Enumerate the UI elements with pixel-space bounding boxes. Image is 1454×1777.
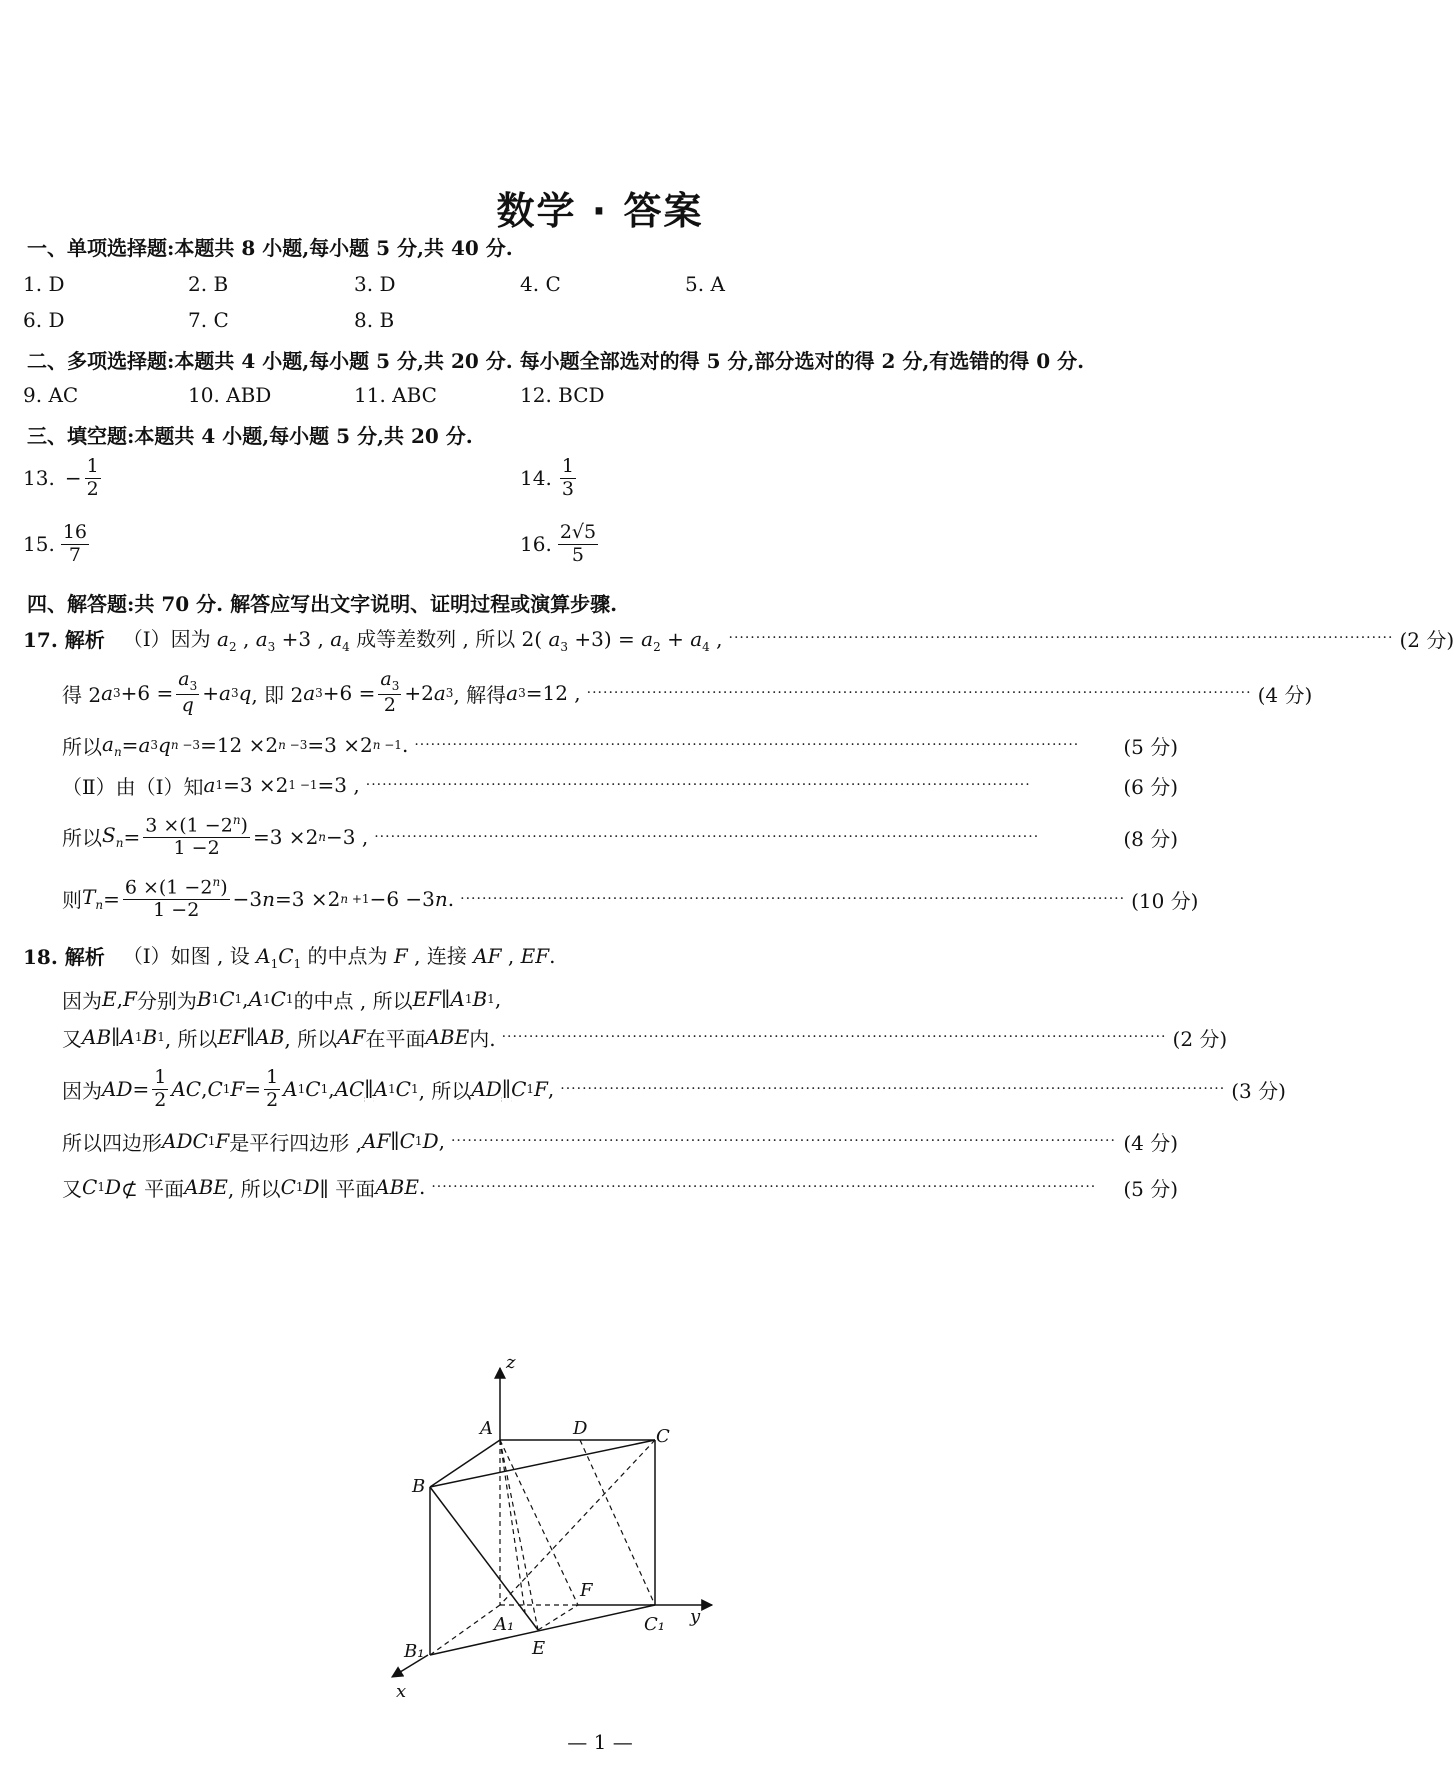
label-F: F [580,1580,593,1601]
q18-line-2: 因为 E , F 分别为 B 1 C 1 , A 1 C 1 的中点 , 所以 EF ∥ A 1 B 1 , [62,987,502,1013]
q18-score-1: (2 分) [1172,1026,1228,1051]
q17-line-5: 所以 $S_n$ = $\frac{3 \times(1 -2^n)}{1 -2}$ =3 ×2 n −3 , ·························································································································· (8 分) [62,812,1178,860]
q17-label: 17. 解析 [23,627,105,652]
label-A: A [480,1418,493,1439]
answer-15-fraction: $\frac{16}{7}$ [62,521,87,566]
answer-14-label: 14. [520,466,552,491]
q18-score-4: (5 分) [1123,1176,1178,1201]
q17-line-4: （Ⅱ）由（Ⅰ）知 a 1 =3 ×2 1 −1 =3 , ·························································································································· (6 分) [62,770,1178,800]
q17-score-4: (6 分) [1123,774,1178,799]
q17-line-2: 得 2 a 3 +6 = $\frac{a_3}{q}$ + a 3 q , 即 2 a 3 +6 = $\frac{a_3}{2}$ +2 a 3 , 解得 a 3 =12 , ·························································································································· (4 分) [62,668,1313,716]
answer-2: 2. B [188,272,229,296]
section-4-heading: 四、解答题:共 70 分. 解答应写出文字说明、证明过程或演算步骤. [27,592,618,616]
label-z: z [506,1352,516,1373]
section-2-heading: 二、多项选择题:本题共 4 小题,每小题 5 分,共 20 分. 每小题全部选对的得 5 分,部分选对的得 2 分,有选错的得 0 分. [27,349,1085,373]
label-y: y [690,1606,701,1627]
answer-10: 10. ABD [188,383,272,407]
q18-score-2: (3 分) [1231,1078,1286,1103]
q17-score-5: (8 分) [1123,826,1178,851]
q17-line-1: 17. 解析 （Ⅰ）因为 $a_2$ , $a_3 +3$ , $a_4$ 成等差数列 , 所以 2( $a_3 +3) = a_2 + a_4$ , ·························································································································· (2 分) [23,622,1178,654]
q18-line-6: 又 C 1 D ⊄ 平面 ABE , 所以 C 1 D ∥ 平面 ABE . ·························································································································· (5 分) [62,1172,1178,1202]
answer-16-fraction: $\frac{2√5}{5}$ [559,521,597,566]
answer-14 [520,456,579,501]
section-3-heading: 三、填空题:本题共 4 小题,每小题 5 分,共 20 分. [27,424,473,448]
q18-label: 18. 解析 [23,944,105,969]
q17-line-6: 则 $T_n$ = $\frac{6 \times(1 -2^n)}{1 -2}$ −3 n =3 ×2 n +1 −6 −3 n . ·························································································································· (10 分) [62,874,1199,922]
answer-12: 12. BCD [520,383,605,407]
answer-6: 6. D [23,308,65,332]
answer-5: 5. A [685,272,725,296]
q18-line-3: 又 AB ∥ A 1 B 1 , 所以 EF ∥ AB , 所以 AF 在平面 ABE 内. ·························································································································· (2 分) [62,1022,1178,1052]
q17-score-3: (5 分) [1123,734,1178,759]
answer-3: 3. D [354,272,396,296]
answer-16-label: 16. [520,532,552,557]
answer-13-sign: − [64,466,82,491]
section-1-heading: 一、单项选择题:本题共 8 小题,每小题 5 分,共 40 分. [27,236,513,260]
q17-score-6: (10 分) [1131,888,1199,913]
q17-score-1: (2 分) [1399,627,1454,652]
answer-4: 4. C [520,272,561,296]
answer-13-label: 13. [23,466,55,491]
prism-figure [396,1352,810,1717]
answer-8: 8. B [354,308,395,332]
label-C1: C₁ [644,1614,665,1635]
label-C: C [656,1426,670,1447]
label-E: E [532,1638,546,1659]
answer-11: 11. ABC [354,383,437,407]
label-D: D [573,1418,588,1439]
q18-line-4: 因为 AD = $\frac{1}{2}$ AC , C 1 F = $\frac{1}{2}$ A 1 C 1 , AC ∥ A 1 C 1 , 所以 AD ∥ C 1 F , ·························································································································· (3 分) [62,1065,1286,1111]
label-x: x [396,1681,407,1702]
q17-score-2: (4 分) [1257,682,1313,707]
answer-14-fraction: $\frac{1}{3}$ [561,455,574,500]
q18-score-3: (4 分) [1123,1130,1178,1155]
q17-line-3: 所以 $a_n$ = a 3 q n −3 =12 ×2 n −3 =3 ×2 n −1 . ·························································································································· (5 分) [62,731,1178,759]
q18-line-5: 所以四边形 ADC 1 F 是平行四边形 , AF ∥ C 1 D , ·························································································································· (4 分) [62,1126,1178,1156]
answer-15 [23,522,92,567]
answer-16 [520,522,601,567]
answer-9: 9. AC [23,383,79,407]
page-title: 数学 · 答案 [496,189,704,233]
q18-line-1: 18. 解析 （Ⅰ）如图 , 设 $A_1C_1$ 的中点为 F , 连接 AF , EF. [23,940,1178,970]
answer-13 [23,456,104,501]
answer-15-label: 15. [23,532,55,557]
label-B1: B₁ [404,1641,425,1662]
answer-7: 7. C [188,308,229,332]
label-B: B [412,1476,426,1497]
page-number: — 1 — [567,1730,633,1754]
label-A1: A₁ [494,1614,515,1635]
answer-1: 1. D [23,272,65,296]
answer-13-fraction: $\frac{1}{2}$ [86,455,99,500]
